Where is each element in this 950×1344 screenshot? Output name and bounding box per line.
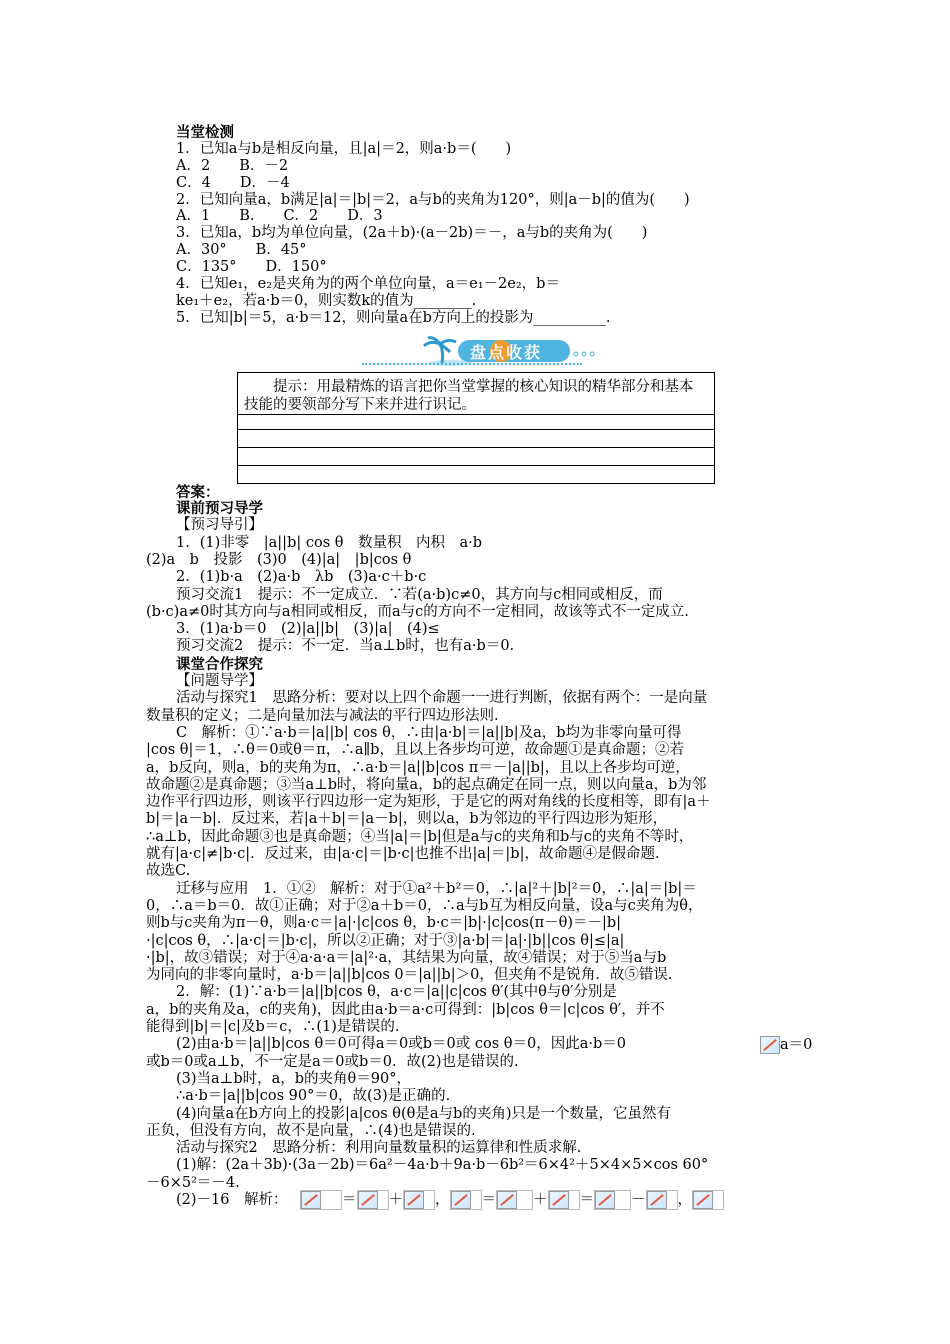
operator-symbol: ＝ (579, 1192, 594, 1208)
operator-symbol: ＝ (481, 1192, 496, 1208)
operator-symbol: ， (435, 1192, 450, 1208)
answer-line: ∴a⊥b，因此命题③也是真命题；④当|a|＝|b|但是a与c的夹角和b与c的夹角不等时， (146, 829, 694, 845)
answer-line: 【预习导引】 (176, 517, 263, 533)
formula-image-icon (404, 1191, 424, 1209)
formula-image-box (357, 1190, 389, 1210)
formula-image-box (692, 1190, 724, 1210)
answer-line: 正负，但没有方向，故不是向量，∴(4)也是错误的. (146, 1123, 476, 1139)
formula-image-icon (647, 1191, 667, 1209)
answers-heading: 答案： (176, 484, 220, 501)
answer-line: 能得到|b|＝|c|及b＝c，∴(1)是错误的. (146, 1019, 400, 1035)
formula-image-box (450, 1190, 482, 1210)
question-line: 1．已知a与b是相反向量，且|a|＝2，则a·b＝( ) (176, 141, 512, 157)
formula-image-box (594, 1190, 631, 1210)
operator-symbol: ， (677, 1192, 692, 1208)
formula-image-icon (451, 1191, 471, 1209)
operator-symbol: － (631, 1192, 646, 1208)
answer-line: 迁移与应用 1．①② 解析：对于①a²＋b²＝0，∴|a|²＋|b|²＝0，∴|a|＝|b|＝ (176, 881, 697, 897)
writing-line (238, 414, 714, 415)
operator-symbol: ＋ (533, 1192, 548, 1208)
answer-line: (2)－16 解析： (176, 1192, 288, 1208)
banner-underline (362, 363, 582, 365)
answer-line: 预习交流1 提示：不一定成立．∵若(a·b)c≠0，其方向与c相同或相反，而 (176, 587, 663, 603)
formula-image-box (548, 1190, 580, 1210)
answer-line: |cos θ|＝1，∴θ＝0或θ＝π，∴a∥b，且以上各步均可逆，故命题①是真命题；②若 (146, 742, 684, 758)
answer-line: ·|c|cos θ，∴|a·c|＝|b·c|，所以②正确；对于③|a·b|＝|a|·|b||cos θ|≤|a| (146, 933, 625, 949)
formula-image-box (646, 1190, 678, 1210)
answer-line: 2．(1)b·a (2)a·b λb (3)a·c＋b·c (176, 569, 427, 585)
formula-image-box (496, 1190, 533, 1210)
question-line: A．1 B. C．2 D．3 (176, 208, 383, 224)
question-line: C．135° D．150° (176, 259, 327, 275)
answer-line: 0，∴a＝b＝0．故①正确；对于②a＋b＝0，∴a与b互为相反向量，设a与c夹角为θ， (146, 898, 703, 914)
question-line: 3．已知a，b均为单位向量，(2a＋b)·(a－2b)＝－，a与b的夹角为( ) (176, 225, 648, 241)
writing-line (238, 447, 714, 448)
writing-line (238, 465, 714, 466)
answer-line: (b·c)a≠0时其方向与a相同或相反，而a与c的方向不一定相同，故该等式不一定成立. (146, 604, 689, 620)
sparkle-icon (572, 348, 598, 360)
answer-line: 数量积的定义；二是向量加法与减法的平行四边形法则. (146, 708, 499, 724)
answer-line: (1)解：(2a＋3b)·(3a－2b)＝6a²－4a·b＋9a·b－6b²＝6×4²＋5×4×5×cos 60° (176, 1157, 709, 1173)
question-line: A．2 B．－2 (176, 158, 289, 174)
answer-line: 边作平行四边形，则该平行四边形一定为矩形，于是它的两对角线的长度相等，即有|a＋ (146, 794, 711, 810)
answer-line: 或b＝0或a⊥b，不一定是a＝0或b＝0．故(2)也是错误的. (146, 1054, 519, 1070)
writing-line (238, 429, 714, 430)
section-heading: 当堂检测 (176, 124, 234, 141)
answer-line: (3)当a⊥b时，a，b的夹角θ＝90°， (176, 1071, 411, 1087)
summary-hint: 提示：用最精炼的语言把你当堂掌握的核心知识的精华部分和基本技能的要领部分写下来并进行识记。 (244, 379, 694, 413)
question-line: 4．已知e₁，e₂是夹角为的两个单位向量，a＝e₁－2e₂，b＝ (176, 276, 560, 292)
operator-symbol: ＝ (342, 1192, 357, 1208)
answer-line: (4)向量a在b方向上的投影|a|cos θ(θ是a与b的夹角)只是一个数量，它虽然有 (176, 1106, 671, 1122)
answer-line: ∴a·b＝|a||b|cos 90°＝0，故(3)是正确的. (176, 1088, 451, 1104)
answer-line: a，b反向，则a，b的夹角为π，∴a·b＝|a||b|cos π＝－|a||b|，且以上各步均可逆， (146, 760, 690, 776)
summary-banner (420, 336, 600, 366)
formula-image-icon (549, 1191, 569, 1209)
formula-image-box (300, 1190, 342, 1210)
answer-line: b|＝|a－b|．反过来，若|a＋b|＝|a－b|，则以a，b为邻边的平行四边形为矩形， (146, 811, 668, 827)
operator-symbol: ＋ (388, 1192, 403, 1208)
formula-image-icon (760, 1036, 780, 1054)
formula-image-box (403, 1190, 435, 1210)
question-line: A．30° B．45° (176, 242, 307, 258)
answer-line: (2)由a·b＝|a||b|cos θ＝0可得a＝0或b＝0或 cos θ＝0，因此a·b＝0 (176, 1036, 627, 1052)
answer-line: －6×5²＝－4. (146, 1175, 240, 1191)
answer-line: 预习交流2 提示：不一定．当a⊥b时，也有a·b＝0. (176, 638, 515, 654)
answer-line: 则b与c夹角为π－θ，则a·c＝|a|·|c|cos θ，b·c＝|b|·|c|cos(π－θ)＝－|b| (146, 915, 622, 931)
answer-line: 3．(1)a·b＝0 (2)|a||b| (3)|a| (4)≤ (176, 621, 440, 637)
answer-line: 故选C. (146, 863, 191, 879)
answer-line: 活动与探究2 思路分析：利用向量数量积的运算律和性质求解. (176, 1140, 582, 1156)
question-line: 2．已知向量a，b满足|a|＝|b|＝2，a与b的夹角为120°，则|a－b|的值为( ) (176, 192, 690, 208)
answer-line: 活动与探究1 思路分析：要对以上四个命题一一进行判断，依据有两个：一是向量 (176, 690, 708, 706)
answer-line: 2．解：(1)∵a·b＝|a||b|cos θ，a·c＝|a||c|cos θ′(其中θ与θ′分别是 (176, 984, 617, 1000)
answer-line: ·|b|，故③错误；对于④a·a·a＝|a|²·a，其结果为向量，故④错误；对于⑤当a与b (146, 950, 667, 966)
summary-box (237, 372, 715, 484)
answer-line: 【问题导学】 (176, 673, 263, 689)
answer-line: 为同向的非零向量时，a·b＝|a||b|cos 0＝|a||b|＞0，但夹角不是锐角．故⑤错误. (146, 967, 673, 983)
formula-fragment-text: a＝0 (780, 1037, 813, 1053)
formula-image-icon (497, 1191, 517, 1209)
formula-image-icon (301, 1191, 321, 1209)
answer-line: 1．(1)非零 |a||b| cos θ 数量积 内积 a·b (176, 535, 483, 551)
question-line: ke₁＋e₂，若a·b＝0，则实数k的值为________. (176, 293, 477, 309)
answer-line: C 解析：①∵a·b＝|a||b| cos θ，∴由|a·b|＝|a||b|及a，b均为非零向量可得 (176, 725, 682, 741)
formula-sequence (300, 1190, 724, 1210)
answer-subheading: 课堂合作探究 (176, 656, 263, 673)
formula-image-icon (358, 1191, 378, 1209)
question-line: C．4 D．－4 (176, 175, 290, 191)
formula-image-icon (595, 1191, 615, 1209)
answer-subheading: 课前预习导学 (176, 500, 263, 517)
inline-formula-fragment (760, 1036, 812, 1054)
answer-line: 就有|a·c|≠|b·c|．反过来，由|a·c|＝|b·c|也推不出|a|＝|b|，故命题④是假命题． (146, 846, 670, 862)
answer-line: 故命题②是真命题；③当a⊥b时，将向量a，b的起点确定在同一点，则以向量a，b为邻 (146, 777, 707, 793)
answer-line: (2)a b 投影 (3)0 (4)|a| |b|cos θ (146, 552, 412, 568)
answer-line: a，b的夹角及a，c的夹角)，因此由a·b＝a·c可得到：|b|cos θ＝|c|cos θ′，并不 (146, 1002, 665, 1018)
formula-image-icon (693, 1191, 713, 1209)
banner-title: 盘点收获 (470, 343, 543, 362)
question-line: 5．已知|b|＝5，a·b＝12，则向量a在b方向上的投影为__________. (176, 310, 611, 326)
